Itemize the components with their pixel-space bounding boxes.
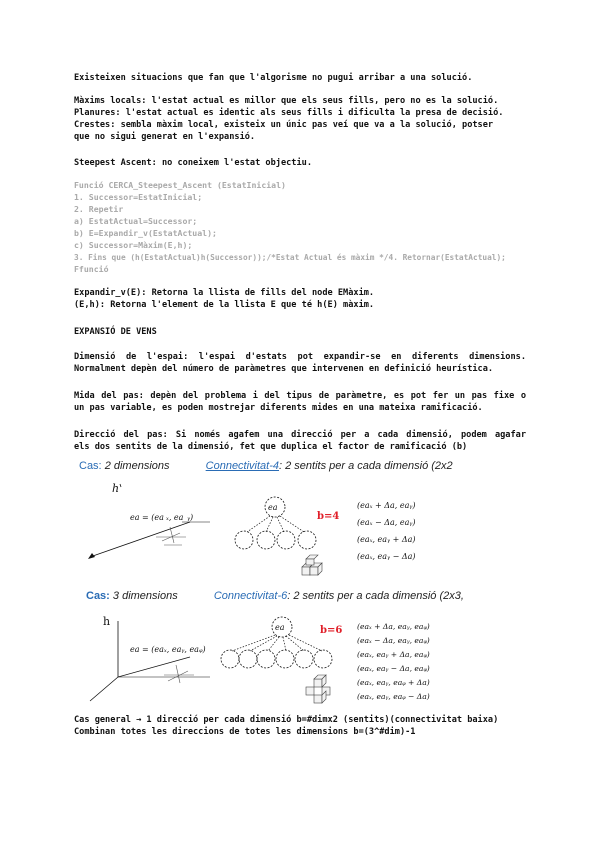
figure-1-axis-diagonal [90, 522, 190, 557]
figure-1-dimensions: 2 dimensions [104, 460, 170, 472]
equation: (eaₓ, eaᵧ − Δa) [357, 552, 416, 561]
direccio-text-2: els dos sentits de la dimensió, fet que duplica el factor de ramificació (b) [74, 442, 468, 452]
figure-1-diagram [70, 475, 540, 585]
section-heading: EXPANSIÓ DE VENS [74, 327, 157, 337]
arrow-head [88, 553, 95, 559]
figure-2-branching-factor: b=6 [320, 625, 343, 636]
root-node-label: ea [275, 623, 285, 632]
root-node-label: ea [268, 503, 278, 512]
tree-edge [283, 637, 286, 651]
equation: (eaₓ + Δa, eaᵧ) [357, 501, 416, 510]
child-node [235, 531, 253, 549]
code-line: Ffunció [74, 264, 109, 274]
figure-2-axis-diagonal [90, 677, 118, 701]
figure-2-title [86, 590, 464, 602]
figure-1-title [79, 460, 453, 472]
figure-2-dimensions: 3 dimensions [112, 590, 178, 602]
figure-1-ea-close: ᵧ) [187, 513, 194, 522]
mida-text-2: un pas variable, es poden mostrejar diferents mides en una mateixa ramificació. [74, 403, 483, 413]
cube-icon [302, 555, 322, 575]
equation: (eaₓ, eaᵧ − Δa, eaᵩ) [357, 664, 430, 673]
expandir-text: Expandir_v(E): Retorna la llista de fills del node EMàxim. [74, 288, 375, 298]
planures-text: Planures: l'estat actual es identic als seus fills i dificulta la presa de decisió. [74, 108, 504, 118]
general-case-text: Cas general → 1 direcció per cada dimensió b=#dimx2 (sentits)(connectivitat baixa) [74, 715, 499, 725]
code-line: Funció CERCA_Steepest_Ascent (EstatInicial) [74, 180, 286, 190]
steepest-ascent-text: Steepest Ascent: no coneixem l'estat objectiu. [74, 158, 312, 168]
figure-2-h-label: h [103, 615, 111, 628]
tree-edge [250, 636, 277, 651]
code-line: 1. Successor=EstatInicial; [74, 192, 203, 202]
figure-1-cas-label: Cas: [79, 460, 102, 472]
child-node [298, 531, 316, 549]
tree-edge [268, 637, 279, 651]
direccio-text-1: Direcció del pas: Si només agafem una direcció per a cada dimensió, podem agafar [74, 430, 526, 440]
equation: (eaₓ + Δa, eaᵧ, eaᵩ) [357, 622, 430, 631]
tree-edge [280, 516, 304, 532]
mida-text-1: Mida del pas: depèn del problema i del tipus de paràmetre, es pot fer un pas fixe o [74, 391, 526, 401]
step-arrow [176, 665, 180, 683]
figure-2-cas-label: Cas: [86, 590, 110, 602]
equation: (eaₓ, eaᵧ, eaᵩ + Δa) [357, 678, 430, 687]
step-arrow [168, 671, 188, 681]
cube-3d-icon [306, 675, 330, 703]
equation: (eaₓ, eaᵧ + Δa) [357, 535, 416, 544]
figure-2-diagram [70, 605, 540, 710]
dimensio-text-1: Dimensió de l'espai: l'espai d'estats pot expandir-se en diferents dimensions. [74, 352, 526, 362]
figure-2-ea-label: ea = (eaₓ, eaᵧ, eaᵩ) [130, 645, 206, 654]
figure-1-branching-factor: b=4 [317, 511, 340, 522]
tree-edge [232, 635, 275, 651]
equation: (eaₓ, eaᵧ + Δa, eaᵩ) [357, 650, 430, 659]
intro-text: Existeixen situacions que fan que l'algorisme no pugui arribar a una solució. [74, 73, 473, 83]
child-node [257, 650, 275, 668]
child-node [239, 650, 257, 668]
child-node [277, 531, 295, 549]
figure-2-connectivity: Connectivitat-6 [213, 590, 288, 602]
figure-1-connectivity: Connectivitat-4 [205, 460, 280, 472]
maxims-locals-text: Màxims locals: l'estat actual es millor que els seus fills, pero no es la solució. [74, 96, 499, 106]
code-line: 2. Repetir [74, 204, 124, 214]
code-line: 3. Fins que (h(EstatActual)h(Successor));/*Estat Actual és màxim */4. Retornar(EstatActual); [74, 253, 506, 262]
child-node [314, 650, 332, 668]
code-line: a) EstatActual=Successor; [74, 216, 198, 226]
tree-edge [266, 517, 273, 532]
child-node [276, 650, 294, 668]
equation: (eaₓ, eaᵧ, eaᵩ − Δa) [357, 692, 430, 701]
figure-2-title-rest: : 2 sentits per a cada dimensió (2x3, [287, 590, 464, 602]
equation: (eaₓ − Δa, eaᵧ) [357, 518, 416, 527]
child-node [257, 531, 275, 549]
h-tick [120, 484, 121, 487]
figure-1-ea-tail: ₓ, ea [166, 513, 184, 522]
child-node [295, 650, 313, 668]
tree-edge [289, 635, 322, 651]
figure-2-axis-diagonal [118, 657, 190, 677]
step-arrow [170, 527, 174, 543]
tree-edge [277, 517, 284, 532]
child-node [221, 650, 239, 668]
max-eh-text: (E,h): Retorna l'element de la llista E que té h(E) màxim. [74, 300, 375, 310]
figure-1-ea-label: ea = (ea [130, 513, 164, 522]
equation: (eaₓ − Δa, eaᵧ, eaᵩ) [357, 636, 430, 645]
tree-edge [247, 516, 270, 532]
combinan-text: Combinan totes les direccions de totes les dimensions b=(3^#dim)-1 [74, 727, 416, 737]
figure-1-title-rest: : 2 sentits per a cada dimensió (2x2 [279, 460, 453, 472]
dimensio-text-2: Normalment depèn del número de paràmetres que intervenen en definició heurística. [74, 364, 494, 374]
code-line: b) E=Expandir_v(EstatActual); [74, 228, 217, 238]
code-line: c) Successor=Màxim(E,h); [74, 240, 193, 250]
figure-1-h-label: h [112, 482, 120, 495]
crestes-text-2: que no sigui generat en l'expansió. [74, 132, 256, 142]
crestes-text-1: Crestes: sembla màxim local, existeix un únic pas veí que va a la solució, potser [74, 120, 494, 130]
